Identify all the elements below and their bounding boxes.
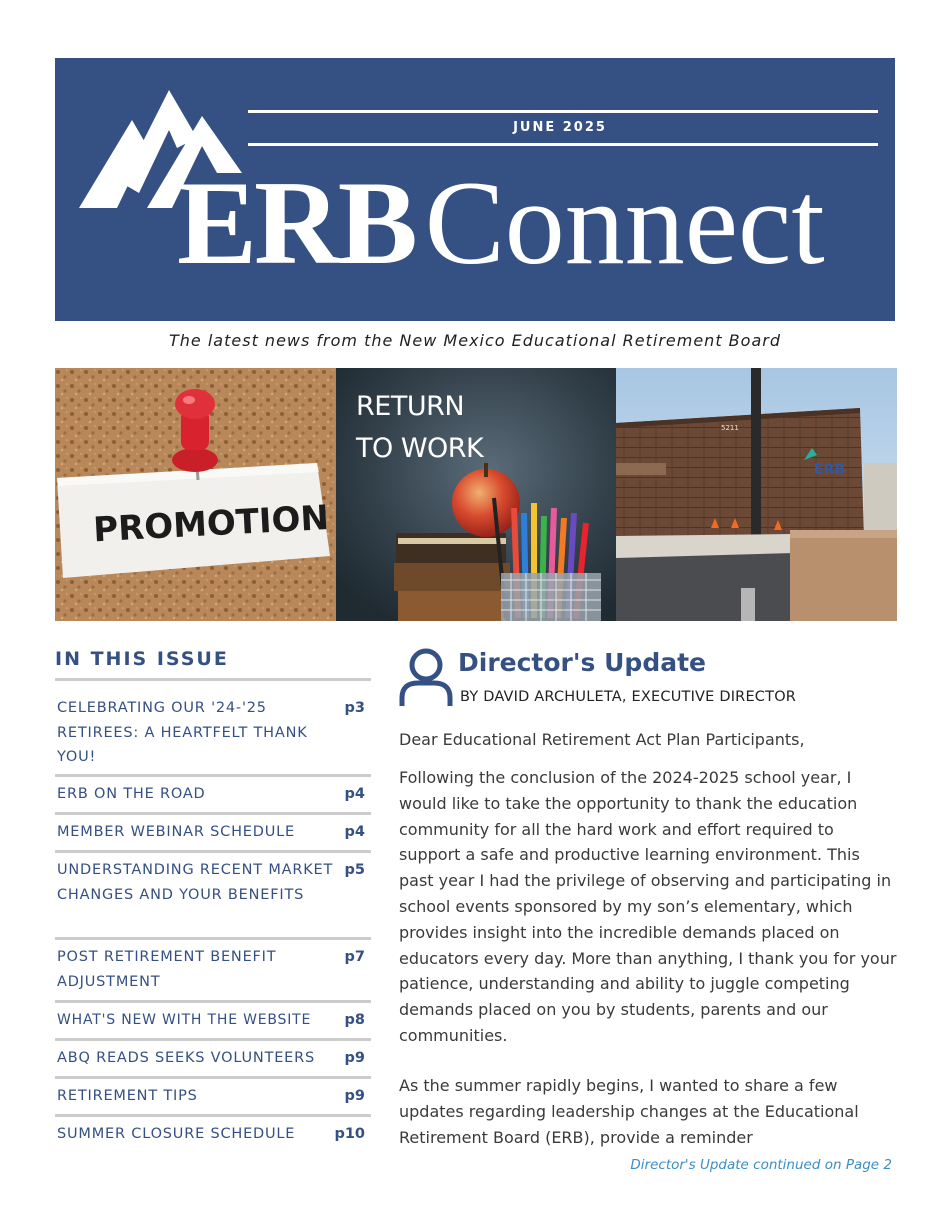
toc-item-webinar-schedule[interactable] — [57, 820, 369, 845]
toc-item-benefit-adjustment[interactable] — [57, 945, 369, 994]
building-number: 5211 — [721, 424, 739, 432]
toc-divider — [55, 1038, 371, 1041]
toc-item-title: MEMBER WEBINAR SCHEDULE — [57, 824, 295, 840]
toc-item-page: p9 — [344, 1050, 365, 1066]
building-sign: ERB — [814, 462, 846, 478]
toc-item-page: p3 — [344, 700, 365, 716]
toc-item-page: p8 — [344, 1012, 365, 1028]
tagline: The latest news from the New Mexico Educational Retirement Board — [169, 331, 781, 350]
toc-divider — [55, 1114, 371, 1117]
toc-divider — [55, 1076, 371, 1079]
return-to-work-caption — [356, 386, 483, 470]
toc-divider — [55, 678, 371, 681]
toc-divider — [55, 1000, 371, 1003]
title-erb: ERB — [177, 156, 415, 289]
toc-item-title: SUMMER CLOSURE SCHEDULE — [57, 1126, 296, 1142]
toc-item-erb-on-the-road[interactable] — [57, 782, 369, 807]
toc-item-market-changes[interactable] — [57, 858, 369, 907]
toc-item-abq-reads[interactable] — [57, 1046, 369, 1071]
photo-erb-building — [616, 368, 897, 621]
toc-heading: IN THIS ISSUE — [55, 648, 229, 670]
article-paragraph-1: Following the conclusion of the 2024-2025 school year, I would like to take the opportunity to thank the education community for all the hard work and effort required to support a safe and productive learning environment. This past year I had the privilege of observing and participating in school events sponsored by my son’s elementary, which provides insight into the incredible demands placed on educators every day. More than anything, I thank you for your patience, understanding and ability to juggle competing demands placed on you by students, parents and our communities. — [399, 768, 897, 1045]
article-title: Director's Update — [458, 648, 706, 677]
toc-item-title: WHAT'S NEW WITH THE WEBSITE — [57, 1012, 312, 1028]
photo-promotion — [55, 368, 336, 621]
continued-link[interactable]: Director's Update continued on Page 2 — [630, 1157, 892, 1173]
toc-item-retirement-tips[interactable] — [57, 1084, 369, 1109]
toc-item-title: ABQ READS SEEKS VOLUNTEERS — [57, 1050, 316, 1066]
toc-item-title: POST RETIREMENT BENEFIT ADJUSTMENT — [57, 949, 277, 990]
return-to-work-line2: TO WORK — [356, 433, 484, 464]
person-icon — [398, 646, 454, 708]
masthead-rule-bottom — [248, 143, 878, 146]
toc-item-title: CELEBRATING OUR '24-'25 RETIREES: A HEARTFELT THANK YOU! — [57, 700, 308, 765]
toc-item-page: p4 — [344, 786, 365, 802]
toc-divider — [55, 850, 371, 853]
toc-item-title: RETIREMENT TIPS — [57, 1088, 198, 1104]
toc-item-page: p5 — [344, 862, 365, 878]
toc-divider — [55, 812, 371, 815]
promotion-sign-text: PROMOTION — [92, 498, 330, 551]
toc-item-page: p4 — [344, 824, 365, 840]
toc-item-retirees[interactable] — [57, 696, 369, 770]
toc-item-page: p10 — [334, 1126, 365, 1142]
masthead-rule-top — [248, 110, 878, 113]
toc-item-page: p7 — [344, 949, 365, 965]
title-connect: Connect — [424, 156, 825, 289]
toc-divider — [55, 774, 371, 777]
toc-item-page: p9 — [344, 1088, 365, 1104]
photo-return-to-work — [336, 368, 616, 621]
toc-item-title: ERB ON THE ROAD — [57, 786, 206, 802]
newsletter-title — [177, 158, 877, 288]
toc-divider — [55, 937, 371, 940]
masthead-banner — [55, 58, 895, 321]
issue-date: JUNE 2025 — [513, 120, 607, 135]
article-paragraph-2: As the summer rapidly begins, I wanted to share a few updates regarding leadership changes at the Educational Retirement Board (ERB), provide a reminder — [399, 1076, 859, 1147]
return-to-work-line1: RETURN — [356, 391, 465, 422]
article-salutation: Dear Educational Retirement Act Plan Participants, — [399, 730, 805, 749]
article-byline: BY DAVID ARCHULETA, EXECUTIVE DIRECTOR — [460, 689, 797, 705]
toc-item-title: UNDERSTANDING RECENT MARKET CHANGES AND YOUR BENEFITS — [57, 862, 334, 903]
toc-item-website[interactable] — [57, 1008, 369, 1033]
toc-item-summer-closure[interactable] — [57, 1122, 369, 1147]
